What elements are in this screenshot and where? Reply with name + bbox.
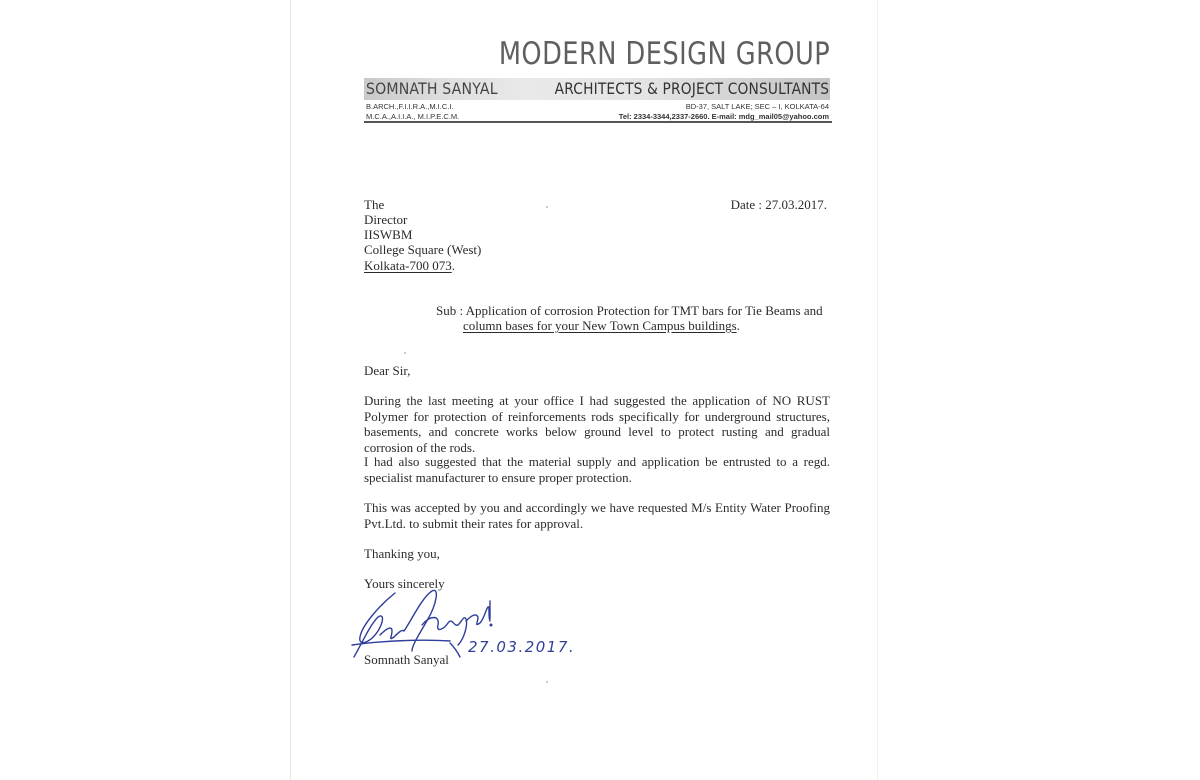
firm-address: BD-37, SALT LAKE; SEC – I, KOLKATA-64 bbox=[685, 102, 829, 111]
principal-name: SOMNATH SANYAL bbox=[366, 79, 498, 98]
page-edge-right bbox=[877, 0, 878, 780]
qualifications-line-2: M.C.A.,A.I.I.A., M.I.P.E.C.M. bbox=[366, 112, 460, 121]
salutation: Dear Sir, bbox=[364, 363, 411, 378]
subject-line-1: Sub : Application of corrosion Protection for TMT bars for Tie Beams and bbox=[436, 303, 823, 318]
scan-speck bbox=[404, 352, 406, 354]
firm-tagline: ARCHITECTS & PROJECT CONSULTANTS bbox=[554, 79, 829, 98]
body-paragraph-2: I had also suggested that the material supply and application be entrusted to a regd. specialist manufacturer to ensure proper protection. bbox=[364, 454, 830, 485]
recipient-city: Kolkata-700 073 bbox=[364, 258, 452, 273]
handwritten-date: 27.03.2017. bbox=[468, 638, 576, 656]
subject-line-2 bbox=[463, 318, 740, 334]
recipient-line-1: The bbox=[364, 197, 385, 212]
qualifications-line-1: B.ARCH.,F.I.I.R.A.,M.I.C.I. bbox=[366, 102, 454, 111]
scan-speck bbox=[546, 681, 548, 683]
subject-period: . bbox=[736, 318, 740, 333]
subject-underlined: column bases for your New Town Campus buildings bbox=[463, 318, 737, 333]
body-paragraph-1: During the last meeting at your office I had suggested the application of NO RUST Polymer for protection of reinforcements rods specifically for underground structures, basements, and concrete works below ground level to protect rusting and gradual corrosion of the rods. bbox=[364, 393, 830, 455]
closing-thanks: Thanking you, bbox=[364, 546, 440, 561]
recipient-line-3: IISWBM bbox=[364, 227, 413, 242]
letter-date: Date : 27.03.2017. bbox=[730, 197, 827, 212]
scan-speck bbox=[546, 206, 548, 208]
signatory-name: Somnath Sanyal bbox=[364, 652, 449, 667]
firm-name: MODERN DESIGN GROUP bbox=[498, 36, 830, 72]
recipient-line-4: College Square (West) bbox=[364, 242, 482, 257]
page-edge-left bbox=[290, 0, 291, 780]
recipient-line-5 bbox=[364, 258, 455, 274]
body-paragraph-3: This was accepted by you and accordingly we have requested M/s Entity Water Proofing Pvt.Ltd. to submit their rates for approval. bbox=[364, 500, 830, 531]
firm-contact: Tel: 2334-3344,2337-2660. E-mail: mdg_mail05@yahoo.com bbox=[618, 112, 829, 121]
recipient-line-2: Director bbox=[364, 212, 408, 227]
recipient-city-period: . bbox=[451, 258, 455, 273]
closing-sign-off: Yours sincerely bbox=[364, 576, 445, 591]
letterhead-rule bbox=[364, 121, 832, 123]
